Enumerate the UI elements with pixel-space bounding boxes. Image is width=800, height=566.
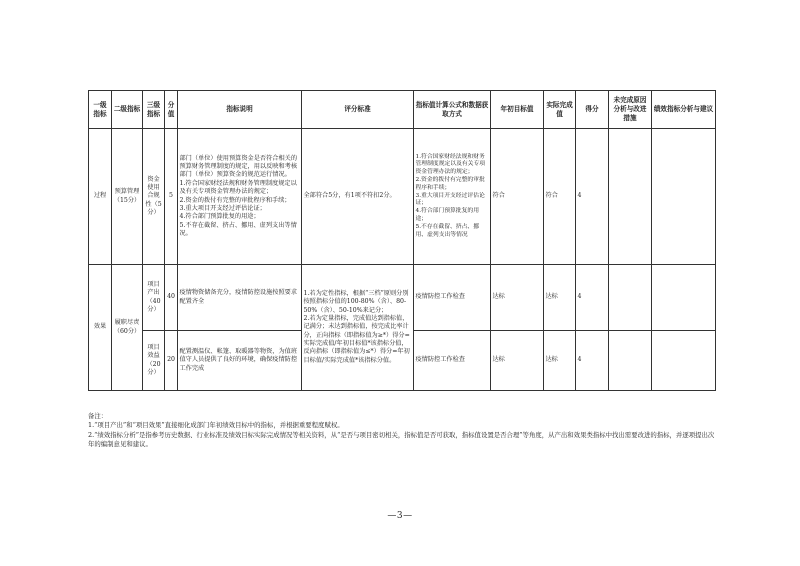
cell-reason (609, 331, 652, 391)
header-target: 年初目标值 (491, 91, 544, 129)
cell-target: 符合 (491, 129, 544, 265)
page-number: —3— (387, 511, 413, 521)
cell-target: 达标 (491, 265, 544, 331)
header-score: 分值 (165, 91, 178, 129)
cell-actual: 达标 (544, 265, 576, 331)
header-level2: 二级指标 (112, 91, 143, 129)
cell-actual: 达标 (544, 331, 576, 391)
cell-level2: 预算管理（15分） (112, 129, 143, 265)
cell-score: 40 (165, 265, 178, 331)
cell-level1: 过程 (89, 129, 112, 265)
cell-description: 疫情物资储备充分，疫情防控设施按照要求配置齐全 (178, 265, 302, 331)
cell-analysis (652, 265, 716, 331)
header-description: 指标说明 (178, 91, 302, 129)
cell-score: 20 (165, 331, 178, 391)
cell-score: 5 (165, 129, 178, 265)
header-actual: 实际完成值 (544, 91, 576, 129)
cell-level2: 履职尽责（60分） (112, 265, 143, 391)
header-reason: 未完成原因分析与改进措施 (609, 91, 652, 129)
cell-analysis (652, 129, 716, 265)
cell-description: 配置测温仪、帐篷、取暖器等物资，为值班值守人员提供了良好的环境，确保疫情防控工作完成 (178, 331, 302, 391)
notes-title: 备注： (88, 412, 108, 420)
header-points: 得分 (576, 91, 609, 129)
cell-target: 达标 (491, 331, 544, 391)
performance-table (88, 90, 716, 391)
cell-actual: 符合 (544, 129, 576, 265)
cell-level3: 项目产出（40分） (143, 265, 165, 331)
cell-level1: 效果 (89, 265, 112, 391)
cell-level3: 项目效益（20分） (143, 331, 165, 391)
cell-points: 4 (576, 129, 609, 265)
cell-formula: 1.符合国家财经法规和财务管理制度规定以及有关专项资金管理办法的规定； 2.资金的拨付有完整的审批程序和手续； 3.重大项目开支经过评估论证； 4.符合部门预算批复的用途； 5.不存在截留、挤占、挪用、虚列支出等情况 (414, 129, 491, 265)
cell-reason (609, 129, 652, 265)
note-line-1: 1.“项目产出”和“项目效果”直接细化成部门年初绩效目标中的指标，并根据重要程度赋权。 (88, 421, 344, 430)
note-line-2: 2.“绩效指标分析”是指参考历史数据、行业标准及绩效目标实际完成情况等相关资料，从“是否与项目密切相关，指标值是否可获取，指标值设置是否合理”等角度，从产出和效果类指标中找出需要改进的指标，并逐项提出次年的编制意见和建议。 (88, 430, 715, 448)
header-analysis: 绩效指标分析与建议 (652, 91, 716, 129)
header-standard: 评分标准 (302, 91, 414, 129)
cell-points: 4 (576, 265, 609, 331)
header-level3: 三级指标 (143, 91, 165, 129)
table-header-row (89, 91, 716, 129)
table-row (89, 129, 716, 265)
notes (88, 412, 718, 449)
cell-formula: 疫情防控工作检查 (414, 265, 491, 331)
header-level1: 一级指标 (89, 91, 112, 129)
cell-points: 4 (576, 331, 609, 391)
cell-reason (609, 265, 652, 331)
cell-description: 部门（单位）使用预算资金是否符合相关的预算财务管理制度的规定，用以反映和考核部门（单位）预算资金的规范运行情况。 1.符合国家财经法规和财务管理制度规定以及有关专项资金管理办法的规定； 2.资金的拨付有完整的审批程序和手续； 3.重大项目开支经过评估论证； 4.符合部门预算批复的用途； 5.不存在截留、挤占、挪用、虚列支出等情况。 (178, 129, 302, 265)
table-row (89, 265, 716, 331)
cell-formula: 疫情防控工作检查 (414, 331, 491, 391)
cell-standard: 全部符合5分，有1项不符扣2分。 (302, 129, 414, 265)
cell-analysis (652, 331, 716, 391)
header-formula: 指标值计算公式和数据获取方式 (414, 91, 491, 129)
cell-standard: 1.若为定性指标，根据“三档”原则分别按照指标分值的100-80%（含）、80-50%（含）、50-10%来记分； 2.若为定量指标，完成值达到指标值，记满分；未达到指标值，按完成比率计分，正向指标（即指标值为≥*）得分=实际完成值/年初目标值*该指标分值，反向指标（即指标值为≤*）得分=年初目标值/实际完成值*该指标分值。 (302, 265, 414, 391)
cell-level3: 资金使用合规性（5分） (143, 129, 165, 265)
